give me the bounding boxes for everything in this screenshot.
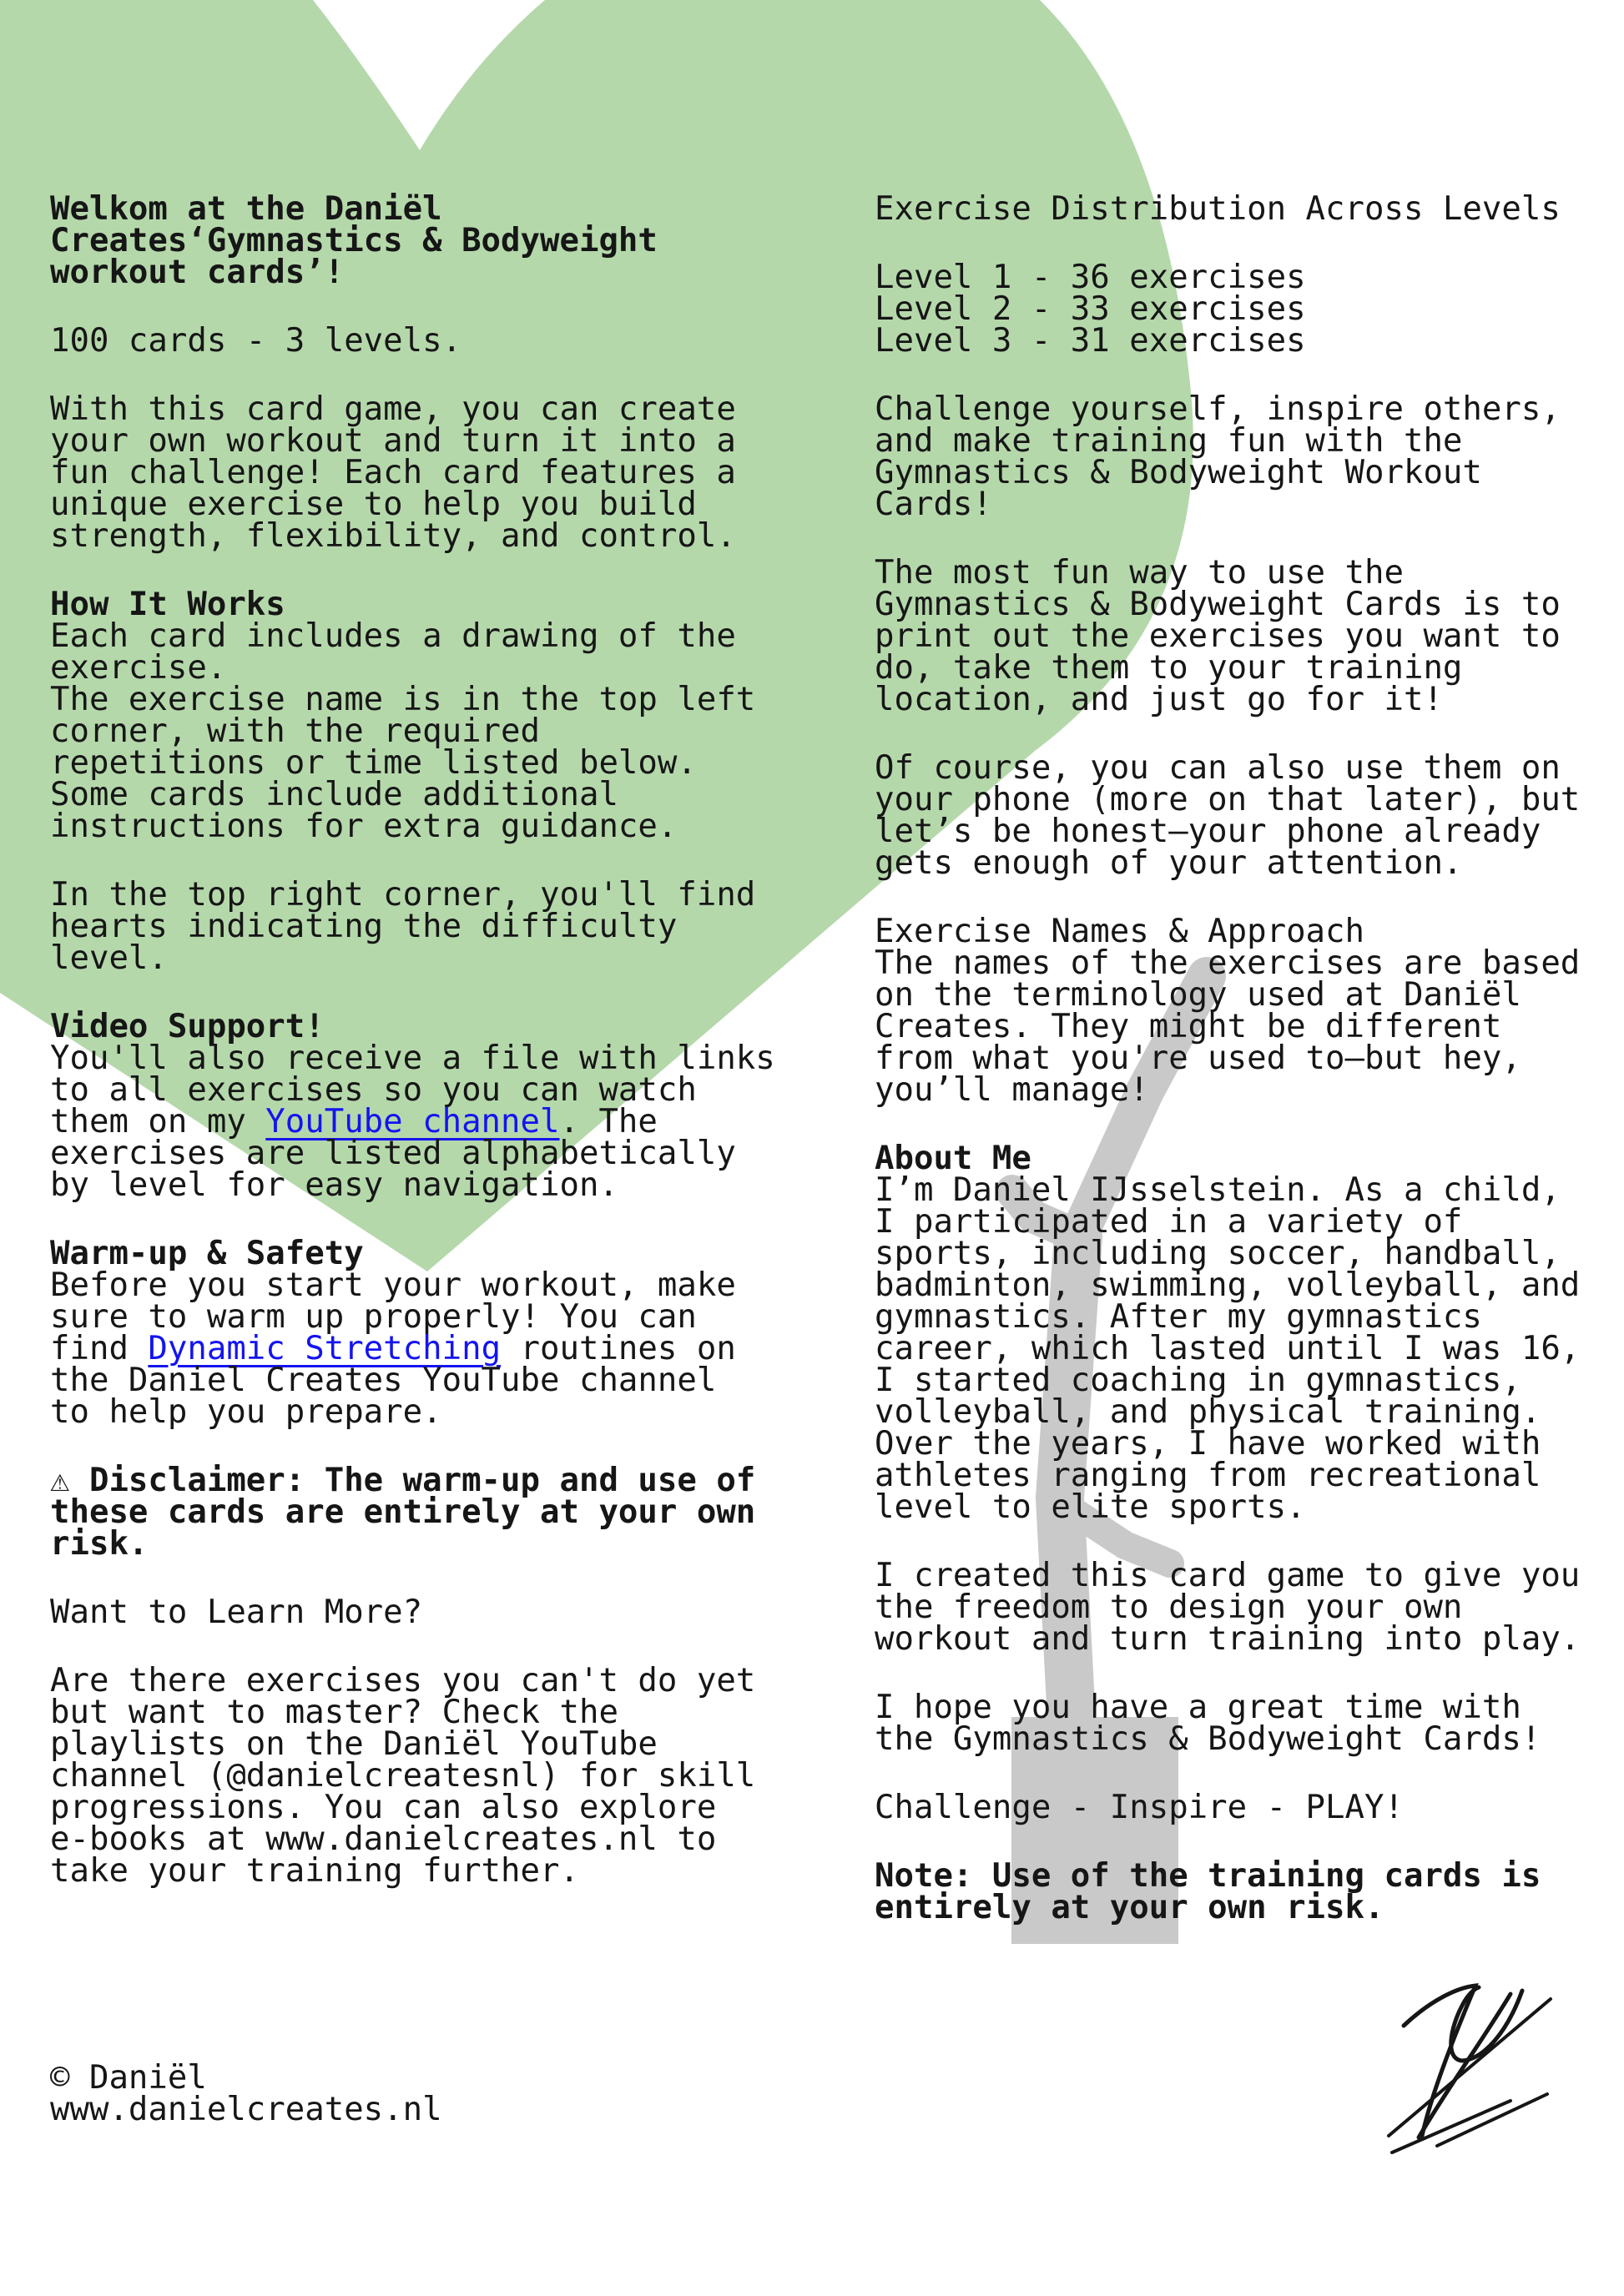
text-line: level. [50, 939, 168, 977]
text-line: the Gymnastics & Bodyweight Cards! [875, 1720, 1541, 1758]
text-line: I participated in a variety of [875, 1203, 1463, 1241]
text-line: Video Support! [50, 1008, 325, 1045]
text-line: ⚠ Disclaimer: The warm-up and use of [50, 1462, 756, 1499]
text-line: take your training further. [50, 1852, 579, 1890]
paragraph [875, 913, 1609, 1109]
text-line: sure to warm up properly! You can [50, 1298, 697, 1336]
text-line: playlists on the Daniël YouTube [50, 1725, 658, 1763]
text-line: Of course, you can also use them on [875, 749, 1561, 787]
text-line: About Me [875, 1140, 1031, 1177]
text-line: I created this card game to give you [875, 1557, 1581, 1594]
paragraph [50, 1008, 835, 1204]
text-line: fun challenge! Each card features a [50, 454, 736, 491]
text-line: strength, flexibility, and control. [50, 517, 736, 555]
text-line: workout cards’! [50, 254, 345, 291]
text-line: print out the exercises you want to [875, 617, 1561, 655]
paragraph [875, 1689, 1609, 1758]
text-line: Before you start your workout, make [50, 1266, 736, 1304]
text-line: Welkom at the Daniël [50, 190, 442, 228]
paragraph [50, 1662, 835, 1890]
column-right [875, 190, 1609, 1961]
text-line: Gymnastics & Bodyweight Cards is to [875, 586, 1561, 623]
paragraph [50, 322, 835, 360]
text-line: sports, including soccer, handball, [875, 1235, 1561, 1272]
text-line: risk. [50, 1525, 149, 1563]
paragraph [50, 1462, 835, 1563]
text-line [50, 1330, 835, 1367]
website-line: www.danielcreates.nl [50, 2091, 442, 2128]
text-line: your own workout and turn it into a [50, 422, 736, 460]
text-line: Challenge yourself, inspire others, [875, 390, 1561, 428]
text-line: exercises are listed alphabetically [50, 1135, 736, 1172]
text-line: Level 2 - 33 exercises [875, 290, 1306, 328]
text-line: Over the years, I have worked with [875, 1425, 1541, 1463]
text-line: Gymnastics & Bodyweight Workout [875, 454, 1482, 491]
text-line: Note: Use of the training cards is [875, 1857, 1541, 1895]
text-line: but want to master? Check the [50, 1694, 618, 1731]
link-youtube-channel[interactable]: YouTube channel [265, 1103, 560, 1140]
text-line: unique exercise to help you build [50, 486, 697, 523]
paragraph [50, 1594, 835, 1631]
paragraph [875, 1857, 1609, 1926]
text-line: I’m Daniel IJsselstein. As a child, [875, 1171, 1561, 1209]
text-line: Each card includes a drawing of the [50, 617, 736, 655]
link-dynamic-stretching[interactable]: Dynamic Stretching [148, 1330, 502, 1367]
text-line: 100 cards - 3 levels. [50, 322, 462, 360]
text-line: Cards! [875, 486, 992, 523]
text-line: volleyball, and physical training. [875, 1393, 1541, 1431]
text-segment: them on my [50, 1103, 266, 1140]
text-line: Some cards include additional [50, 776, 618, 813]
text-line: You'll also receive a file with links [50, 1040, 775, 1077]
paragraph [875, 1140, 1609, 1526]
paragraph [875, 1789, 1609, 1826]
paragraph [875, 1557, 1609, 1658]
text-line: level to elite sports. [875, 1488, 1306, 1526]
paragraph [875, 259, 1609, 360]
text-line: entirely at your own risk. [875, 1889, 1384, 1926]
text-line: athletes ranging from recreational [875, 1457, 1541, 1494]
text-line: badminton, swimming, volleyball, and [875, 1266, 1581, 1304]
text-line [50, 1103, 835, 1140]
text-line: In the top right corner, you'll find [50, 876, 756, 914]
text-line: channel (@danielcreatesnl) for skill [50, 1757, 756, 1795]
text-line: the freedom to design your own [875, 1589, 1463, 1626]
text-line: and make training fun with the [875, 422, 1463, 460]
text-line: The names of the exercises are based [875, 944, 1581, 982]
text-line: Exercise Distribution Across Levels [875, 190, 1561, 228]
text-line: Creates‘Gymnastics & Bodyweight [50, 222, 658, 259]
paragraph [50, 876, 835, 977]
text-segment: find [50, 1330, 149, 1367]
text-line: instructions for extra guidance. [50, 808, 678, 845]
text-line: The exercise name is in the top left [50, 681, 756, 718]
paragraph [50, 190, 835, 291]
paragraph [875, 390, 1609, 523]
text-line: gets enough of your attention. [875, 844, 1463, 882]
text-line: progressions. You can also explore [50, 1789, 717, 1826]
text-line: exercise. [50, 649, 227, 687]
text-line: to help you prepare. [50, 1393, 442, 1431]
paragraph [50, 1235, 835, 1431]
text-line: corner, with the required [50, 712, 540, 750]
text-line: do, take them to your training [875, 649, 1463, 687]
text-line: Level 1 - 36 exercises [875, 259, 1306, 296]
text-line: Want to Learn More? [50, 1594, 423, 1631]
text-line: I hope you have a great time with [875, 1689, 1521, 1726]
text-line: on the terminology used at Daniël [875, 976, 1521, 1014]
paragraph [875, 749, 1609, 882]
text-line: I started coaching in gymnastics, [875, 1362, 1521, 1399]
text-segment: . The [559, 1103, 658, 1140]
text-segment: routines on [501, 1330, 736, 1367]
text-line: hearts indicating the difficulty [50, 908, 678, 945]
copyright-line: © Daniël [50, 2059, 207, 2097]
text-line: repetitions or time listed below. [50, 744, 697, 782]
text-line: let’s be honest—your phone already [875, 813, 1541, 850]
text-line: by level for easy navigation. [50, 1166, 618, 1204]
paragraph [875, 554, 1609, 718]
text-line: Level 3 - 31 exercises [875, 322, 1306, 360]
text-line: Are there exercises you can't do yet [50, 1662, 756, 1699]
text-line: the Daniel Creates YouTube channel [50, 1362, 717, 1399]
text-line: these cards are entirely at your own [50, 1493, 756, 1531]
paragraph [50, 390, 835, 555]
text-line: Challenge - Inspire - PLAY! [875, 1789, 1404, 1826]
text-line: to all exercises so you can watch [50, 1071, 697, 1109]
text-line: How It Works [50, 586, 285, 623]
text-line: The most fun way to use the [875, 554, 1404, 592]
text-line: from what you're used to—but hey, [875, 1040, 1521, 1077]
signature [1389, 1986, 1551, 2152]
paragraph [875, 190, 1609, 228]
paragraph [50, 586, 835, 845]
footer [50, 2059, 442, 2128]
text-line: With this card game, you can create [50, 390, 736, 428]
text-line: Warm-up & Safety [50, 1235, 364, 1272]
text-line: e-books at www.danielcreates.nl to [50, 1820, 717, 1858]
text-line: your phone (more on that later), but [875, 781, 1581, 818]
text-line: location, and just go for it! [875, 681, 1443, 718]
text-line: Creates. They might be different [875, 1008, 1502, 1045]
text-line: gymnastics. After my gymnastics [875, 1298, 1482, 1336]
text-line: workout and turn training into play. [875, 1620, 1581, 1658]
text-line: Exercise Names & Approach [875, 913, 1364, 950]
text-line: you’ll manage! [875, 1071, 1149, 1109]
column-left [50, 190, 835, 1924]
text-line: career, which lasted until I was 16, [875, 1330, 1581, 1367]
